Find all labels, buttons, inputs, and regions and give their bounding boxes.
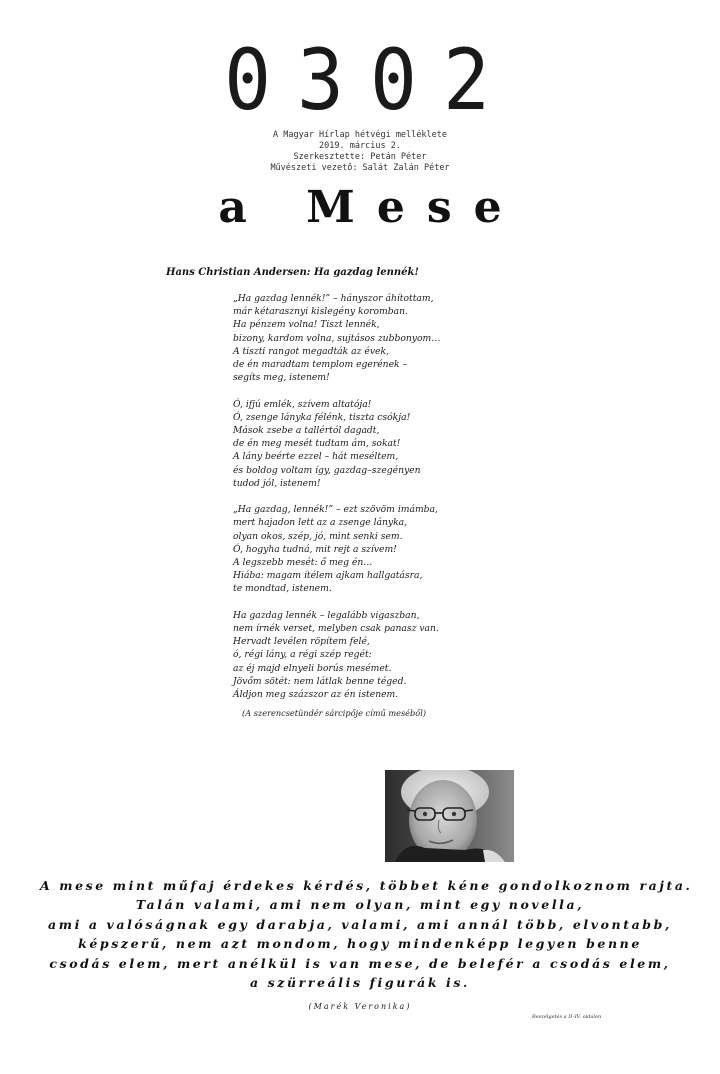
issue-digit-2: 3 [297, 32, 350, 130]
poem-line: Hiába: magam ítélem ajkam hallgatásra, [233, 570, 423, 582]
pull-quote [40, 876, 693, 992]
poem-line: nem írnék verset, melyben csak panasz van. [233, 623, 439, 635]
poem-line: az éj majd elnyeli borús mesémet. [233, 662, 392, 674]
poem-line: olyan okos, szép, jó, mint senki sem. [233, 530, 403, 542]
issue-digit-4: 2 [442, 32, 496, 130]
quote-line: csodás elem, mert anélkül is van mese, de belefér a csodás elem, [49, 955, 671, 971]
masthead-title: a Mese [218, 182, 524, 233]
poem-line: „Ha gazdag, lennék!” – ezt szövöm imámba, [233, 504, 438, 516]
poem-line: bizony, kardom volna, sujtásos zubbonyom… [233, 332, 441, 344]
poem-line: Jövőm sötét: nem látlak benne téged. [233, 675, 407, 687]
poem-line: segíts meg, istenem! [233, 372, 330, 384]
poem-line: A legszebb mesét: ő meg én… [233, 557, 373, 569]
poem-heading: Hans Christian Andersen: Ha gazdag lennék! [166, 267, 419, 278]
issue-number [0, 32, 720, 129]
poem-line: már kétarasznyi kislegény koromban. [233, 306, 408, 318]
poem-stanza [233, 398, 440, 490]
page-reference: Beszélgetés a II–IV. oldalon [532, 1014, 602, 1020]
poem-line: Ó, zsenge lányka félénk, tiszta csókja! [233, 411, 411, 423]
quote-attribution: (Marék Veronika) [308, 1002, 412, 1011]
poem-line: ó, régi lány, a régi szép regét: [233, 649, 372, 661]
poem-stanza [233, 503, 440, 595]
portrait-photo [385, 770, 514, 862]
poem-line: Ó, hogyha tudná, mit rejt a szívem! [233, 543, 397, 555]
colophon-art-director: Művészeti vezető: Salát Zalán Péter [270, 163, 450, 173]
poem-line: Hervadt levélen röpítem felé, [233, 636, 370, 648]
quote-line: A mese mint műfaj érdekes kérdés, többet kéne gondolkoznom rajta. [40, 878, 693, 893]
poem-line: Mások zsebe a tallértól dagadt, [233, 425, 380, 437]
poem-line: Ha gazdag lennék – legalább vigaszban, [233, 609, 420, 621]
poem-line: Ó, ifjú emlék, szívem altatója! [233, 398, 372, 410]
poem-line: „Ha gazdag lennék!” – hányszor áhítottam, [233, 293, 434, 304]
portrait-photo-icon [385, 770, 514, 862]
poem-stanza [233, 292, 440, 384]
poem-line: Áldjon meg százszor az én istenem. [233, 689, 399, 701]
colophon-editor: Szerkesztette: Petán Péter [293, 152, 427, 162]
poem-line: és boldog voltam így, gazdag–szegényen [233, 464, 421, 476]
issue-digit-3: 0 [370, 32, 423, 130]
poem-line: de én meg mesét tudtam ám, sokat! [233, 438, 401, 450]
quote-line: ami a valóságnak egy darabja, valami, ami annál több, elvontabb, [48, 916, 672, 932]
colophon-date: 2019. március 2. [319, 141, 401, 151]
colophon [0, 130, 720, 174]
poem-line: A lány beérte ezzel – hát meséltem, [233, 451, 399, 463]
poem-line: A tiszti rangot megadták az évek, [233, 345, 389, 357]
poem-source: (A szerencsetündér sárcipője című meséből) [242, 708, 427, 718]
poem-line: mert hajadon lett az a zsenge lányka, [233, 517, 408, 529]
poem-line: Ha pénzem volna! Tiszt lennék, [233, 319, 380, 331]
poem-line: tudod jól, istenem! [233, 477, 321, 489]
poem-stanza [233, 609, 440, 701]
poem-line: de én maradtam templom egerének – [233, 359, 408, 371]
quote-line: képszerű, nem azt mondom, hogy mindenképp legyen benne [78, 936, 642, 952]
issue-digit-1: 0 [224, 32, 278, 130]
quote-line: a szürreális figurák is. [250, 975, 470, 991]
colophon-publication: A Magyar Hírlap hétvégi melléklete [273, 130, 447, 140]
poem-line: te mondtad, istenem. [233, 583, 332, 595]
quote-line: Talán valami, ami nem olyan, mint egy novella, [135, 897, 585, 913]
poem [233, 292, 440, 714]
